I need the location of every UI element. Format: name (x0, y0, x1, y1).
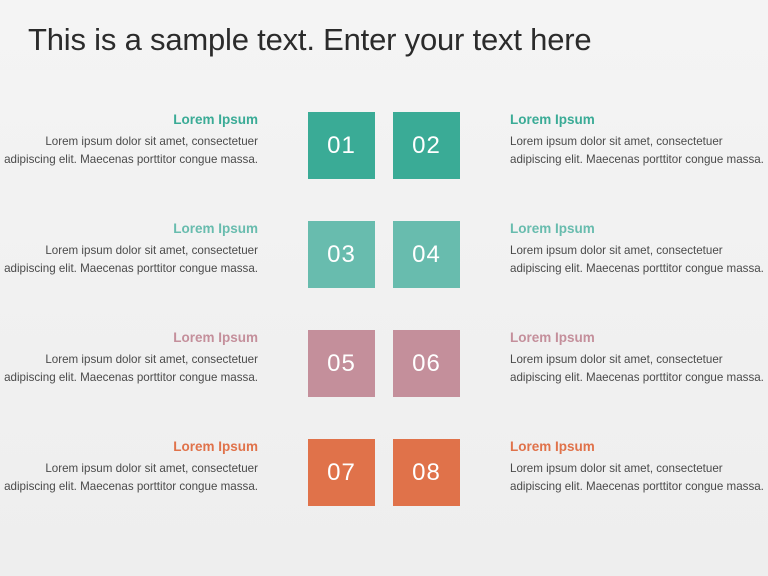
number-box-04[interactable]: 04 (393, 221, 460, 288)
row-4-right-heading: Lorem Ipsum (510, 439, 595, 454)
row-2-boxes (268, 221, 500, 288)
row-3-left-body: Lorem ipsum dolor sit amet, consectetuer adipiscing elit. Maecenas porttitor congue massa. (4, 353, 258, 384)
row-2-left-text (0, 221, 268, 277)
row-1-right-text (500, 112, 768, 168)
row-3-right-text (500, 330, 768, 386)
number-box-08[interactable]: 08 (393, 439, 460, 506)
number-box-02[interactable]: 02 (393, 112, 460, 179)
row-2-right-text (500, 221, 768, 277)
number-box-03[interactable]: 03 (308, 221, 375, 288)
row-4-left-heading: Lorem Ipsum (173, 439, 258, 454)
row-4-right-text (500, 439, 768, 495)
row-3-right-heading: Lorem Ipsum (510, 330, 595, 345)
row-1-left-text (0, 112, 268, 168)
row-4-right-body: Lorem ipsum dolor sit amet, consectetuer adipiscing elit. Maecenas porttitor congue massa. (510, 462, 764, 493)
row-1-left-heading: Lorem Ipsum (173, 112, 258, 127)
row-3-boxes (268, 330, 500, 397)
page-title: This is a sample text. Enter your text here (28, 22, 592, 57)
table-row (0, 439, 768, 548)
row-3-left-heading: Lorem Ipsum (173, 330, 258, 345)
number-box-01[interactable]: 01 (308, 112, 375, 179)
row-2-right-heading: Lorem Ipsum (510, 221, 595, 236)
row-4-boxes (268, 439, 500, 506)
row-2-left-heading: Lorem Ipsum (173, 221, 258, 236)
row-2-left-body: Lorem ipsum dolor sit amet, consectetuer adipiscing elit. Maecenas porttitor congue massa. (4, 244, 258, 275)
row-4-left-body: Lorem ipsum dolor sit amet, consectetuer adipiscing elit. Maecenas porttitor congue massa. (4, 462, 258, 493)
table-row (0, 112, 768, 221)
number-box-07[interactable]: 07 (308, 439, 375, 506)
table-row (0, 221, 768, 330)
row-2-right-body: Lorem ipsum dolor sit amet, consectetuer adipiscing elit. Maecenas porttitor congue massa. (510, 244, 764, 275)
number-box-06[interactable]: 06 (393, 330, 460, 397)
row-1-boxes (268, 112, 500, 179)
content-grid (0, 112, 768, 548)
row-4-left-text (0, 439, 268, 495)
row-1-right-heading: Lorem Ipsum (510, 112, 595, 127)
table-row (0, 330, 768, 439)
row-1-right-body: Lorem ipsum dolor sit amet, consectetuer adipiscing elit. Maecenas porttitor congue massa. (510, 135, 764, 166)
number-box-05[interactable]: 05 (308, 330, 375, 397)
row-3-left-text (0, 330, 268, 386)
row-3-right-body: Lorem ipsum dolor sit amet, consectetuer adipiscing elit. Maecenas porttitor congue massa. (510, 353, 764, 384)
row-1-left-body: Lorem ipsum dolor sit amet, consectetuer adipiscing elit. Maecenas porttitor congue massa. (4, 135, 258, 166)
